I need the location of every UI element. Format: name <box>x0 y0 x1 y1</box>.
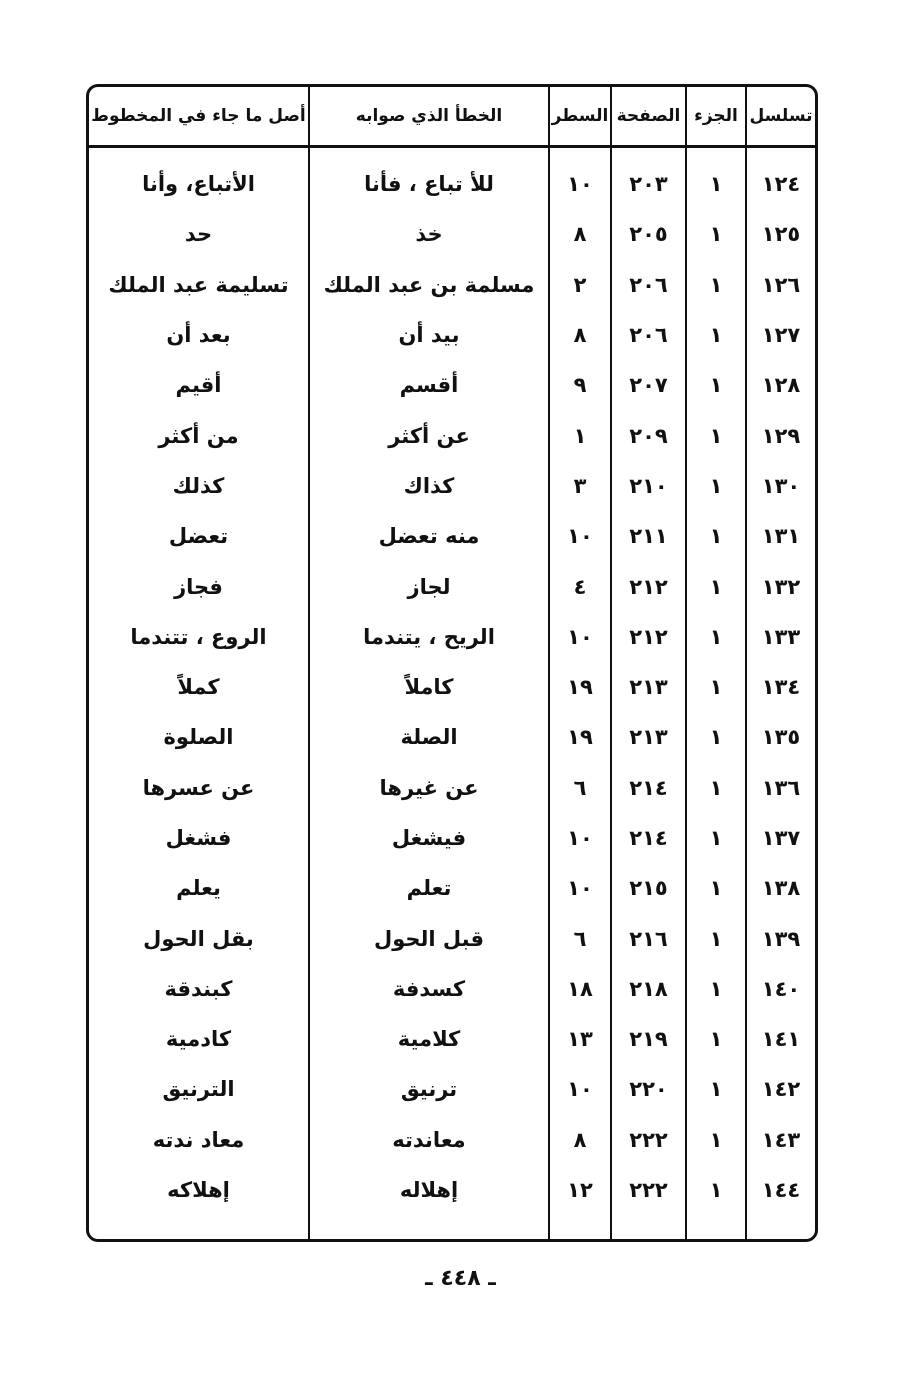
cell-error: معاندته <box>392 1127 466 1152</box>
cell-seq: ١٤٢ <box>761 1077 801 1102</box>
cell-seq: ١٣٤ <box>761 675 801 700</box>
table-row <box>89 159 815 209</box>
cell-part: ١ <box>709 1178 723 1203</box>
cell-line: ٨ <box>573 1127 587 1152</box>
cell-page: ٢٢٢ <box>629 1127 668 1152</box>
cell-part: ١ <box>709 373 723 398</box>
cell-page: ٢١٤ <box>629 775 668 800</box>
cell-seq: ١٢٩ <box>761 423 801 448</box>
cell-seq: ١٢٧ <box>761 323 801 348</box>
cell-line: ٨ <box>573 222 587 247</box>
cell-page: ٢١٢ <box>629 624 668 649</box>
cell-error: أقسم <box>399 373 459 398</box>
cell-part: ١ <box>709 222 723 247</box>
cell-page: ٢١٣ <box>629 725 668 750</box>
cell-page: ٢١١ <box>629 524 668 549</box>
header-page: الصفحة <box>616 106 681 126</box>
cell-original: تعضل <box>168 524 229 549</box>
table-row <box>89 209 815 259</box>
table-row <box>89 461 815 511</box>
cell-line: ٦ <box>573 926 587 951</box>
table-row <box>89 410 815 460</box>
cell-original: الأتباع، وأنا <box>142 172 255 197</box>
cell-page: ٢١٤ <box>629 826 668 850</box>
header-part: الجزء <box>694 106 738 126</box>
cell-original: كملاً <box>177 675 220 700</box>
cell-error: مسلمة بن عبد الملك <box>323 272 535 297</box>
page-number: ـ ٤٤٨ ـ <box>425 1266 496 1291</box>
cell-error: كلامية <box>397 1027 461 1052</box>
cell-error: منه تعضل <box>378 524 480 549</box>
cell-page: ٢١٢ <box>629 574 668 599</box>
cell-page: ٢٠٦ <box>629 323 668 348</box>
cell-seq: ١٣٩ <box>761 926 801 951</box>
cell-original: معاد ندته <box>152 1127 245 1152</box>
cell-line: ١٠ <box>567 1077 593 1102</box>
cell-line: ١٠ <box>567 876 593 901</box>
cell-line: ١٠ <box>567 624 593 649</box>
cell-page: ٢٢٢ <box>629 1178 668 1203</box>
cell-error: بيد أن <box>398 323 460 348</box>
cell-page: ٢١٣ <box>629 675 668 700</box>
cell-part: ١ <box>709 725 723 750</box>
cell-line: ١٠ <box>567 524 593 549</box>
cell-seq: ١٢٥ <box>761 222 801 247</box>
cell-original: أقيم <box>175 373 222 398</box>
cell-error: قبل الحول <box>374 926 484 951</box>
cell-part: ١ <box>709 775 723 800</box>
cell-page: ٢٠٣ <box>629 172 668 197</box>
cell-error: تعلم <box>406 876 452 901</box>
cell-seq: ١٤١ <box>761 1027 801 1052</box>
cell-original: حد <box>184 222 213 247</box>
table-row <box>89 1115 815 1165</box>
cell-original: كادمية <box>165 1027 232 1052</box>
cell-line: ٢ <box>573 272 587 297</box>
header-divider <box>89 145 815 148</box>
cell-error: كاملاً <box>404 675 454 700</box>
table-row <box>89 913 815 963</box>
cell-part: ١ <box>709 826 723 850</box>
cell-original: من أكثر <box>158 423 239 448</box>
cell-seq: ١٤٠ <box>761 976 801 1001</box>
cell-line: ١٩ <box>567 675 593 700</box>
table-row <box>89 612 815 662</box>
cell-line: ١٠ <box>567 826 593 850</box>
cell-seq: ١٤٣ <box>761 1127 801 1152</box>
cell-original: بعد أن <box>166 323 231 348</box>
cell-seq: ١٢٨ <box>761 373 801 398</box>
table-row <box>89 310 815 360</box>
table-row <box>89 964 815 1014</box>
header-error: الخطأ الذي صوابه <box>355 106 503 126</box>
cell-original: الروع ، تتندما <box>130 624 267 649</box>
cell-seq: ١٣٢ <box>761 574 801 599</box>
cell-page: ٢١٠ <box>629 473 668 498</box>
cell-error: فيشغل <box>391 826 467 850</box>
table-row <box>89 763 815 813</box>
cell-error: الصلة <box>400 725 458 750</box>
cell-page: ٢٠٥ <box>629 222 668 247</box>
cell-page: ٢٠٦ <box>629 272 668 297</box>
cell-line: ١٩ <box>567 725 593 750</box>
cell-seq: ١٣١ <box>761 524 801 549</box>
cell-page: ٢١٩ <box>629 1027 668 1052</box>
cell-seq: ١٣٣ <box>761 624 801 649</box>
cell-original: كذلك <box>172 473 225 498</box>
cell-line: ١٨ <box>567 976 593 1001</box>
cell-seq: ١٣٦ <box>761 775 801 800</box>
cell-original: يعلم <box>176 876 221 901</box>
cell-error: الريح ، يتندما <box>363 624 495 649</box>
cell-part: ١ <box>709 473 723 498</box>
table-row <box>89 712 815 762</box>
cell-original: تسليمة عبد الملك <box>108 272 289 297</box>
cell-seq: ١٣٧ <box>761 826 801 850</box>
table-row <box>89 260 815 310</box>
header-line: السطر <box>551 106 609 126</box>
cell-original: بقل الحول <box>143 926 254 951</box>
table-row <box>89 561 815 611</box>
cell-part: ١ <box>709 423 723 448</box>
cell-line: ١٠ <box>567 172 593 197</box>
cell-line: ١ <box>573 423 587 448</box>
cell-error: للأ تباع ، فأنا <box>364 172 494 197</box>
cell-line: ١٢ <box>567 1178 593 1203</box>
cell-line: ١٣ <box>567 1027 593 1052</box>
cell-part: ١ <box>709 1127 723 1152</box>
cell-error: كذاك <box>403 473 455 498</box>
cell-original: الترنيق <box>162 1077 235 1102</box>
table-row <box>89 511 815 561</box>
cell-part: ١ <box>709 323 723 348</box>
cell-page: ٢١٨ <box>629 976 668 1001</box>
cell-page: ٢١٦ <box>629 926 668 951</box>
table-row <box>89 360 815 410</box>
table-row <box>89 813 815 863</box>
cell-error: إهلاله <box>399 1178 459 1203</box>
cell-line: ٤ <box>573 574 587 599</box>
cell-seq: ١٣٥ <box>761 725 801 750</box>
cell-original: إهلاكه <box>167 1178 230 1203</box>
cell-line: ٣ <box>573 473 587 498</box>
table-row <box>89 662 815 712</box>
cell-error: خذ <box>415 222 443 247</box>
table-row <box>89 863 815 913</box>
cell-original: فشغل <box>165 826 232 850</box>
errata-table <box>86 84 818 1242</box>
cell-seq: ١٣٠ <box>761 473 801 498</box>
cell-part: ١ <box>709 272 723 297</box>
cell-seq: ١٢٦ <box>761 272 801 297</box>
cell-error: كسدفة <box>392 976 466 1001</box>
cell-part: ١ <box>709 976 723 1001</box>
table-body <box>89 159 815 1215</box>
cell-part: ١ <box>709 1027 723 1052</box>
cell-original: فجاز <box>174 574 223 599</box>
cell-part: ١ <box>709 1077 723 1102</box>
cell-error: لجاز <box>407 574 451 599</box>
cell-part: ١ <box>709 574 723 599</box>
table-row <box>89 1165 815 1215</box>
table-row <box>89 1064 815 1114</box>
table-row <box>89 1014 815 1064</box>
cell-part: ١ <box>709 624 723 649</box>
header-original: أصل ما جاء في المخطوط <box>91 106 306 126</box>
cell-original: عن عسرها <box>142 775 255 800</box>
cell-seq: ١٢٤ <box>761 172 801 197</box>
cell-page: ٢٢٠ <box>629 1077 668 1102</box>
cell-error: عن أكثر <box>388 423 470 448</box>
cell-page: ٢١٥ <box>629 876 668 901</box>
cell-error: عن غيرها <box>379 775 479 800</box>
cell-part: ١ <box>709 926 723 951</box>
cell-part: ١ <box>709 876 723 901</box>
cell-seq: ١٣٨ <box>761 876 801 901</box>
header-seq: تسلسل <box>749 106 813 126</box>
cell-original: الصلوة <box>163 725 234 750</box>
cell-line: ٩ <box>573 373 587 398</box>
cell-original: كبندقة <box>164 976 233 1001</box>
cell-part: ١ <box>709 675 723 700</box>
cell-part: ١ <box>709 524 723 549</box>
cell-page: ٢٠٧ <box>629 373 668 398</box>
cell-error: ترنيق <box>400 1077 458 1102</box>
cell-seq: ١٤٤ <box>761 1178 801 1203</box>
cell-part: ١ <box>709 172 723 197</box>
cell-line: ٦ <box>573 775 587 800</box>
cell-line: ٨ <box>573 323 587 348</box>
cell-page: ٢٠٩ <box>629 423 668 448</box>
